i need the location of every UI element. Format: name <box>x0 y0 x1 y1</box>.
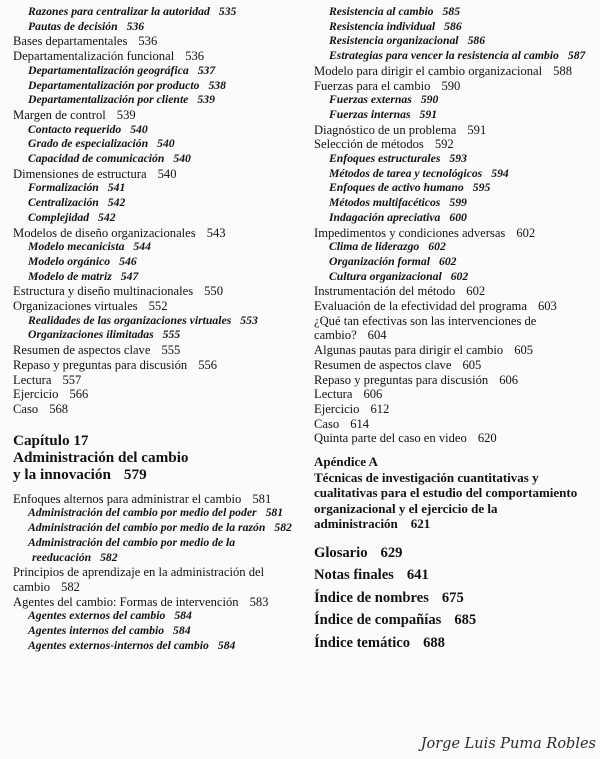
owner-signature: Jorge Luis Puma Robles <box>420 736 596 752</box>
toc-entry <box>314 123 600 138</box>
backmatter-entry <box>314 613 600 628</box>
backmatter-entry <box>314 568 600 583</box>
backmatter-entry <box>314 591 600 606</box>
toc-entry <box>13 609 303 624</box>
toc-entry-title: Administración del cambio por medio de la <box>28 535 236 549</box>
toc-entry <box>314 431 600 446</box>
toc-entry-title: Ejercicio <box>314 401 360 416</box>
toc-entry <box>13 64 303 79</box>
toc-entry-page: 593 <box>449 152 467 166</box>
toc-entry-title: Selección de métodos <box>314 137 424 152</box>
heading-line: Capítulo 17 <box>13 431 89 449</box>
toc-entry <box>314 34 600 49</box>
toc-entry-page: 538 <box>208 78 226 92</box>
toc-entry-page: 606 <box>363 387 383 402</box>
toc-entry-title: cambio? <box>314 328 357 343</box>
toc-entry-title: Resumen de aspectos clave <box>13 343 151 358</box>
toc-entry <box>13 284 303 299</box>
toc-entry <box>314 196 600 211</box>
backmatter-title: Glosario <box>314 545 368 562</box>
toc-entry <box>314 226 600 241</box>
toc-entry-page: 581 <box>265 506 284 520</box>
toc-entry-page: 539 <box>197 93 215 107</box>
toc-entry-title: Administración del cambio por medio del poder <box>28 506 257 520</box>
toc-entry-page: 566 <box>69 387 89 402</box>
heading-page-number: 579 <box>123 465 147 483</box>
toc-entry-page: 583 <box>249 594 269 609</box>
toc-entry-page: 584 <box>173 624 191 638</box>
toc-entry-page: 588 <box>553 63 573 78</box>
toc-entry-title: Algunas pautas para dirigir el cambio <box>314 343 504 358</box>
toc-entry-title: Cultura organizacional <box>329 269 442 283</box>
toc-entry <box>13 270 303 285</box>
backmatter-page-number: 641 <box>406 567 429 584</box>
toc-entry-page: 552 <box>148 299 168 314</box>
toc-entry <box>13 20 303 35</box>
backmatter-title: Índice de compañías <box>314 612 442 629</box>
toc-entry-page: 591 <box>467 122 487 137</box>
toc-entry <box>314 284 600 299</box>
toc-entry-page: 605 <box>514 343 534 358</box>
toc-entry-title: Departamentalización por producto <box>28 78 200 92</box>
toc-entry-page: 582 <box>100 550 118 564</box>
toc-entry-page: 582 <box>61 579 80 594</box>
toc-entry-title: Clima de liderazgo <box>329 240 420 254</box>
toc-entry <box>13 402 303 417</box>
backmatter-page-number: 675 <box>441 589 464 606</box>
heading-page-number: 621 <box>410 516 431 532</box>
toc-entry <box>314 20 600 35</box>
toc-entry <box>13 358 303 373</box>
toc-entry <box>13 211 303 226</box>
toc-entry-page: 614 <box>350 416 370 431</box>
toc-entry-page: 605 <box>462 357 482 372</box>
toc-entry <box>13 536 303 565</box>
toc-entry <box>314 387 600 402</box>
toc-entry-title: cambio <box>13 579 51 594</box>
toc-entry <box>13 152 303 167</box>
toc-entry-title: Repaso y preguntas para discusión <box>13 357 188 372</box>
toc-entry-page: 537 <box>197 63 216 77</box>
toc-entry-page: 602 <box>516 225 536 240</box>
toc-entry-title: Formalización <box>28 181 99 195</box>
heading-title: y la innovación <box>13 465 111 483</box>
toc-entry-title: Grado de especialización <box>28 137 149 151</box>
toc-entry-page: 586 <box>444 19 462 33</box>
toc-entry <box>314 167 600 182</box>
backmatter-page-number: 685 <box>454 612 477 629</box>
toc-entry <box>314 299 600 314</box>
toc-entry-title: Fuerzas para el cambio <box>314 78 431 93</box>
toc-entry-page: 599 <box>449 196 467 210</box>
toc-entry <box>314 93 600 108</box>
toc-column-left <box>13 5 303 653</box>
toc-entry <box>314 49 600 64</box>
toc-entry-title: Resumen de aspectos clave <box>314 357 452 372</box>
toc-entry-page: 540 <box>173 152 191 166</box>
toc-entry <box>314 240 600 255</box>
toc-entry-title: Realidades de las organizaciones virtuales <box>28 313 232 327</box>
toc-entry-page: 536 <box>138 34 158 49</box>
toc-entry <box>13 387 303 402</box>
toc-entry-title: Fuerzas internas <box>329 107 411 121</box>
toc-entry <box>314 181 600 196</box>
toc-entry-page: 544 <box>133 240 151 254</box>
toc-entry <box>314 79 600 94</box>
toc-entry-title: Organizaciones ilimitadas <box>28 328 154 342</box>
toc-entry-title: Instrumentación del método <box>314 284 456 299</box>
toc-entry-title: Repaso y preguntas para discusión <box>314 372 489 387</box>
toc-entry-page: 542 <box>98 210 116 224</box>
toc-entry-page: 543 <box>206 225 226 240</box>
toc-entry <box>13 624 303 639</box>
toc-entry <box>13 343 303 358</box>
toc-entry-page: 602 <box>438 254 457 268</box>
toc-entry-title: Métodos multifacéticos <box>329 196 441 210</box>
heading-line: organizacional y el ejercicio de la <box>314 500 498 516</box>
toc-entry <box>13 639 303 654</box>
toc-entry-page: 536 <box>185 49 205 64</box>
toc-entry-title: Impedimentos y condiciones adversas <box>314 225 506 240</box>
toc-entry-page: 604 <box>367 328 387 343</box>
toc-section <box>13 492 303 654</box>
backmatter-page-number: 629 <box>380 545 403 562</box>
toc-entry-title: Principios de aprendizaje en la administración del <box>13 565 265 580</box>
toc-entry <box>314 64 600 79</box>
toc-entry <box>314 343 600 358</box>
toc-entry-page: 550 <box>204 284 224 299</box>
toc-entry <box>13 93 303 108</box>
toc-entry <box>13 181 303 196</box>
toc-entry <box>13 299 303 314</box>
toc-entry <box>13 226 303 241</box>
toc-entry-title: Agentes externos-internos del cambio <box>28 638 209 652</box>
toc-entry <box>314 108 600 123</box>
toc-entry-continuation <box>13 580 303 595</box>
toc-entry-title: Evaluación de la efectividad del programa <box>314 299 527 314</box>
toc-entry-continuation <box>28 551 303 566</box>
toc-entry-page: 546 <box>119 254 137 268</box>
toc-entry-page: 602 <box>466 284 486 299</box>
toc-entry <box>13 167 303 182</box>
toc-entry-title: Organización formal <box>329 254 430 268</box>
toc-entry-title: Margen de control <box>13 107 106 122</box>
toc-entry-page: 547 <box>120 269 139 283</box>
toc-entry-page: 590 <box>420 93 439 107</box>
toc-entry-continuation <box>314 328 600 343</box>
toc-entry-title: Indagación apreciativa <box>329 210 441 224</box>
toc-entry <box>13 123 303 138</box>
toc-entry-title: Lectura <box>13 372 52 387</box>
backmatter-entry <box>314 546 600 561</box>
toc-section <box>314 5 600 446</box>
toc-entry-page: 587 <box>567 49 586 63</box>
toc-entry <box>13 108 303 123</box>
toc-entry-page: 542 <box>107 196 126 210</box>
toc-entry <box>13 49 303 64</box>
toc-entry-page: 620 <box>477 431 497 446</box>
toc-entry <box>13 328 303 343</box>
backmatter-page-number: 688 <box>423 634 445 651</box>
toc-entry-page: 581 <box>252 491 272 506</box>
toc-entry <box>314 270 600 285</box>
toc-entry <box>314 358 600 373</box>
toc-entry <box>13 255 303 270</box>
toc-entry-title: ¿Qué tan efectivas son las intervenciones de <box>314 313 537 328</box>
toc-entry-title: reeducación <box>32 550 92 564</box>
toc-entry-title: Enfoques estructurales <box>329 152 441 166</box>
toc-entry-title: Departamentalización geográfica <box>28 63 189 77</box>
toc-entry <box>13 79 303 94</box>
toc-entry-page: 584 <box>174 609 192 623</box>
toc-entry-page: 585 <box>442 5 461 18</box>
toc-entry-title: Resistencia al cambio <box>329 5 434 18</box>
toc-entry-page: 582 <box>274 521 292 535</box>
heading-line: Apéndice A <box>314 454 378 470</box>
toc-entry <box>314 314 600 343</box>
toc-entry <box>314 402 600 417</box>
heading-line: cualitativas para el estudio del comportamiento <box>314 485 578 501</box>
toc-entry <box>314 417 600 432</box>
toc-entry <box>13 595 303 610</box>
toc-entry-page: 600 <box>449 210 467 224</box>
toc-entry <box>13 5 303 20</box>
toc-entry <box>13 373 303 388</box>
toc-entry-title: Centralización <box>28 196 99 210</box>
toc-entry-title: Métodos de tarea y tecnológicos <box>329 166 483 180</box>
toc-entry-title: Fuerzas externas <box>329 93 412 107</box>
toc-entry-title: Capacidad de comunicación <box>28 152 165 166</box>
toc-section <box>13 5 303 417</box>
heading-line <box>314 516 600 532</box>
chapter-heading <box>13 432 303 483</box>
toc-entry-title: Pautas de decisión <box>28 19 118 33</box>
toc-entry-title: Razones para centralizar la autoridad <box>28 5 210 18</box>
toc-entry-page: 539 <box>116 107 136 122</box>
toc-entry-page: 591 <box>419 107 438 121</box>
toc-entry <box>13 565 303 594</box>
toc-entry-page: 592 <box>434 137 454 152</box>
toc-entry <box>13 521 303 536</box>
toc-entry <box>13 196 303 211</box>
toc-entry-title: Complejidad <box>28 210 90 224</box>
toc-entry-title: Modelo orgánico <box>28 254 111 268</box>
heading-line <box>13 466 303 483</box>
toc-entry-title: Agentes externos del cambio <box>28 609 166 623</box>
toc-entry-title: Estructura y diseño multinacionales <box>13 284 194 299</box>
heading-line: Administración del cambio <box>13 448 189 466</box>
toc-entry-title: Contacto requerido <box>28 122 122 136</box>
toc-entry-page: 536 <box>126 19 145 33</box>
toc-entry <box>13 137 303 152</box>
toc-entry-page: 603 <box>537 299 557 314</box>
toc-entry <box>314 137 600 152</box>
toc-entry-page: 602 <box>450 269 469 283</box>
toc-entry-title: Modelos de diseño organizacionales <box>13 225 196 240</box>
toc-entry <box>13 492 303 507</box>
toc-entry <box>13 34 303 49</box>
toc-entry-title: Enfoques de activo humano <box>329 181 464 195</box>
toc-entry-title: Departamentalización por cliente <box>28 93 189 107</box>
heading-title: administración <box>314 516 398 532</box>
toc-entry-title: Diagnóstico de un problema <box>314 122 457 137</box>
toc-entry-page: 541 <box>107 181 126 195</box>
toc-entry-title: Enfoques alternos para administrar el cambio <box>13 491 242 506</box>
backmatter-title: Notas finales <box>314 567 394 584</box>
toc-entry-title: Modelo mecanicista <box>28 240 125 254</box>
toc-entry-title: Resistencia organizacional <box>329 34 459 48</box>
toc-entry-page: 595 <box>472 181 491 195</box>
toc-entry-title: Ejercicio <box>13 387 59 402</box>
backmatter-title: Índice de nombres <box>314 589 429 606</box>
toc-entry-page: 553 <box>240 313 258 327</box>
toc-entry-title: Organizaciones virtuales <box>13 299 138 314</box>
toc-entry-title: Departamentalización funcional <box>13 49 175 64</box>
toc-entry-title: Agentes del cambio: Formas de intervención <box>13 594 239 609</box>
backmatter-entry <box>314 636 600 651</box>
toc-entry-page: 584 <box>217 638 236 652</box>
toc-entry <box>314 211 600 226</box>
toc-entry-page: 540 <box>157 137 175 151</box>
toc-entry-page: 555 <box>162 328 181 342</box>
toc-entry <box>13 506 303 521</box>
toc-entry-page: 557 <box>62 372 82 387</box>
toc-entry-title: Caso <box>314 416 340 431</box>
toc-entry-page: 606 <box>499 372 519 387</box>
toc-entry-page: 540 <box>130 122 148 136</box>
toc-entry-page: 535 <box>218 5 237 18</box>
toc-entry-page: 540 <box>157 166 177 181</box>
toc-entry-title: Dimensiones de estructura <box>13 166 147 181</box>
toc-entry-title: Estrategias para vencer la resistencia al cambio <box>329 49 559 63</box>
toc-entry-page: 568 <box>49 401 69 416</box>
toc-entry <box>314 152 600 167</box>
toc-entry-title: Quinta parte del caso en video <box>314 431 467 446</box>
toc-entry-title: Caso <box>13 401 39 416</box>
toc-column-right <box>314 5 600 658</box>
toc-entry <box>314 255 600 270</box>
toc-entry <box>314 373 600 388</box>
toc-entry-title: Lectura <box>314 387 353 402</box>
backmatter-title: Índice temático <box>314 634 411 651</box>
toc-entry-title: Modelo de matriz <box>28 269 112 283</box>
heading-line: Técnicas de investigación cuantitativas y <box>314 469 539 485</box>
toc-entry-title: Administración del cambio por medio de la razón <box>28 521 266 535</box>
toc-entry-page: 594 <box>491 166 509 180</box>
toc-entry-page: 586 <box>467 34 486 48</box>
toc-entry <box>314 5 600 20</box>
appendix-heading <box>314 454 600 532</box>
backmatter-section <box>314 546 600 651</box>
toc-entry-page: 602 <box>428 240 446 254</box>
toc-entry-page: 612 <box>370 401 390 416</box>
toc-entry-page: 590 <box>441 78 461 93</box>
toc-entry-title: Modelo para dirigir el cambio organizacional <box>314 63 543 78</box>
toc-entry <box>13 240 303 255</box>
toc-entry-title: Bases departamentales <box>13 34 128 49</box>
toc-entry-title: Resistencia individual <box>329 19 436 33</box>
toc-entry <box>13 314 303 329</box>
toc-entry-page: 556 <box>198 357 218 372</box>
toc-entry-page: 555 <box>161 343 181 358</box>
toc-entry-title: Agentes internos del cambio <box>28 624 165 638</box>
